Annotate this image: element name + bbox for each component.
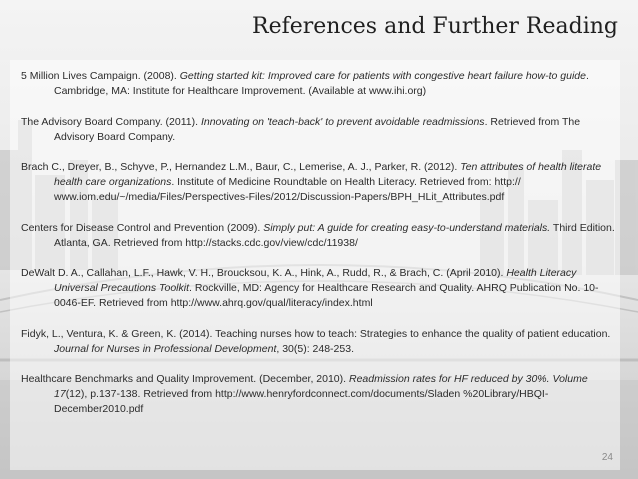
ref-title: Getting started kit: Improved care for patients with congestive heart failure how-to guide <box>179 70 586 82</box>
ref-text: Fidyk, L., Ventura, K. & Green, K. (2014). Teaching nurses how to teach: Strategies to enhance the quality of patient education. <box>21 327 611 340</box>
slide-title: References and Further Reading <box>252 14 618 39</box>
page-number: 24 <box>601 452 613 463</box>
ref-text: The Advisory Board Company. (2011). <box>21 115 201 128</box>
references-list <box>21 69 619 417</box>
ref-text: Healthcare Benchmarks and Quality Improvement. (December, 2010). <box>21 373 349 385</box>
ref-text: . Rockville, MD: Agency for Healthcare Research and Quality. AHRQ Publication No. 10-0046-EF. Retrieved from http://www.ahrq.gov/qual/literacy/index.html <box>54 282 599 309</box>
reference-item <box>21 327 619 357</box>
reference-item <box>21 372 619 417</box>
reference-item <box>21 221 619 251</box>
ref-text: . Institute of Medicine Roundtable on Health Literacy. Retrieved from: http:// www.iom.edu/~/media/Files/Perspectives-Files/2012/Discussion-Papers/BPH_HLit_Attributes.pdf <box>54 176 521 203</box>
ref-title: Journal for Nurses in Professional Development <box>54 342 277 355</box>
reference-item <box>21 69 619 99</box>
reference-item <box>21 266 619 311</box>
ref-text: Centers for Disease Control and Prevention (2009). <box>21 221 264 234</box>
ref-text: 5 Million Lives Campaign. (2008). <box>21 70 180 82</box>
ref-title: Readmission rates for HF reduced by 30%. Volume 17 <box>54 373 588 400</box>
ref-text: . Cambridge, MA: Institute for Healthcare Improvement. (Available at www.ihi.org) <box>54 70 589 97</box>
ref-title: Ten attributes of health literate health care organizations <box>54 161 602 188</box>
ref-text: , 30(5): 248-253. <box>276 342 354 355</box>
ref-title: Simply put: A guide for creating easy-to-understand materials. <box>263 221 551 234</box>
reference-item <box>21 115 619 145</box>
ref-text: . Retrieved from The Advisory Board Company. <box>54 115 581 143</box>
ref-text: (12), p.137-138. Retrieved from http://www.henryfordconnect.com/documents/Sladen %20Library/HBQI-December2010.pdf <box>54 388 549 415</box>
ref-text: DeWalt D. A., Callahan, L.F., Hawk, V. H., Broucksou, K. A., Hink, A., Rudd, R., & Brach, C. (April 2010). <box>21 267 507 279</box>
reference-item <box>21 160 619 205</box>
ref-title: Innovating on 'teach-back' to prevent avoidable readmissions <box>200 115 485 128</box>
ref-text: Brach C., Dreyer, B., Schyve, P., Hernandez L.M., Baur, C., Lemerise, A. J., Parker, R. (2012). <box>21 161 461 173</box>
ref-title: Health Literacy Universal Precautions Toolkit <box>54 267 577 294</box>
ref-text: Third Edition. Atlanta, GA. Retrieved from http://stacks.cdc.gov/view/cdc/11938/ <box>54 221 615 249</box>
